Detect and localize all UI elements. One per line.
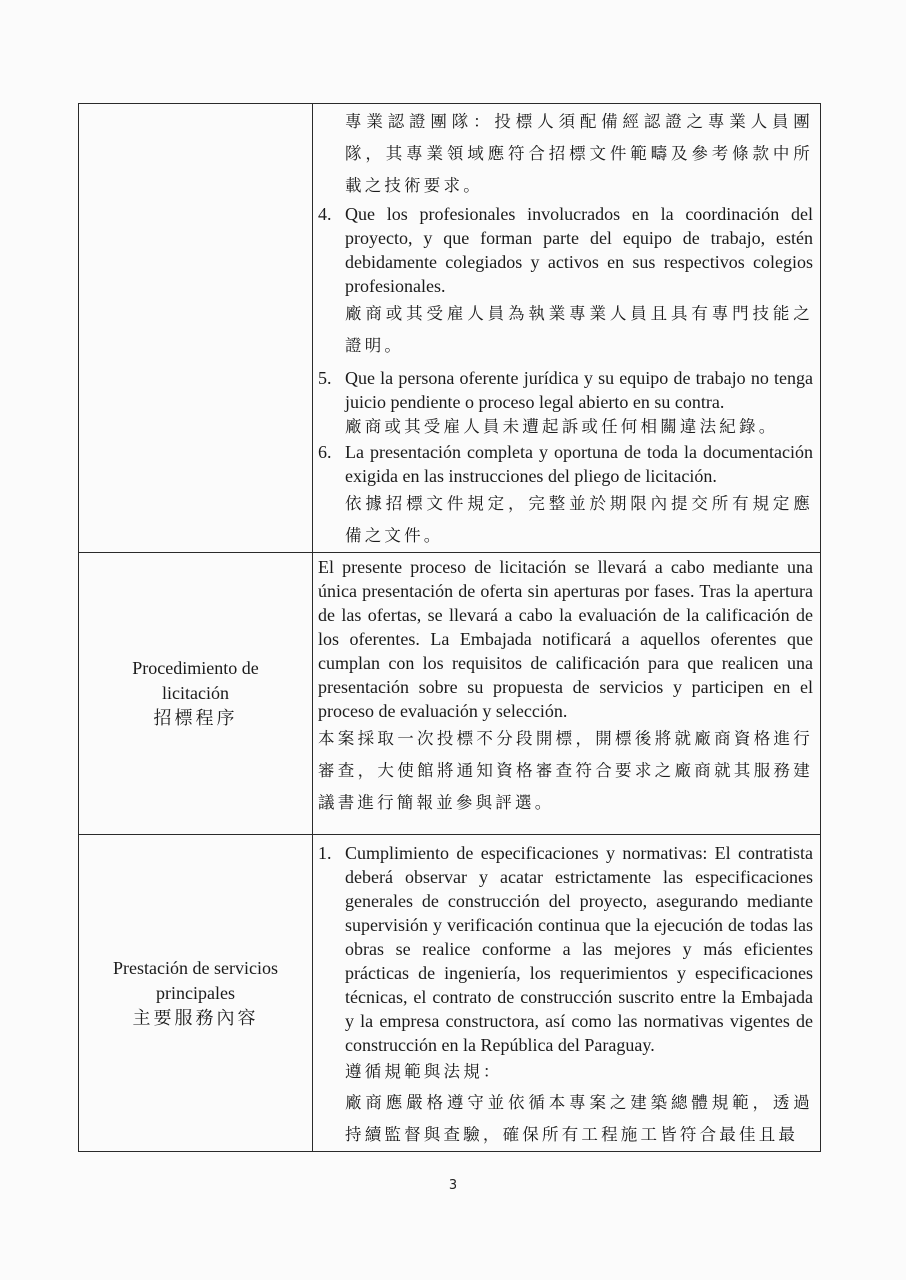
row-content-qualification	[313, 104, 821, 553]
table-row-bidding-procedure	[79, 553, 821, 835]
label-zh: 招標程序	[153, 708, 238, 728]
item-zh-text: 廠商或其受雇人員為執業專業人員且具有專門技能之證明。	[345, 304, 813, 355]
table-row-qualification-requirements	[79, 104, 821, 553]
item-3-zh-continuation: 專業認證團隊：投標人須配備經認證之專業人員團隊，其專業領域應符合招標文件範疇及參考條款中所載之技術要求。	[345, 112, 813, 195]
item-es-text: Que la persona oferente jurídica y su equipo de trabajo no tenga juicio pendiente o proceso legal abierto en su contra.	[345, 368, 813, 412]
page-number: 3	[448, 1178, 458, 1193]
item-es-text: Cumplimiento de especificaciones y normativas: El contratista deberá observar y acatar estrictamente las especificaciones generales de construcción del proyecto, asegurando mediante supervisión y verificación continua que la ejecución de todas las obras se realice conforme a las mejores y más eficientes prácticas de ingeniería, los requerimientos y especificaciones técnicas, el contrato de construcción suscrito entre la Embajada y la empresa constructora, así como las normativas vigentes de construcción en la República del Paraguay.	[345, 843, 813, 1055]
item-zh-text: 依據招標文件規定，完整並於期限內提交所有規定應備之文件。	[345, 494, 813, 545]
row-label-empty	[79, 104, 313, 553]
item-number: 5.	[318, 368, 332, 388]
label-es-line: licitación	[162, 683, 229, 703]
requirements-table	[78, 103, 821, 1152]
row-label-bidding-procedure	[79, 553, 313, 835]
row-content-main-services	[313, 835, 821, 1152]
label-es-line: principales	[156, 982, 235, 1003]
item-number: 1.	[318, 843, 332, 863]
item-zh-heading: 遵循規範與法規：	[345, 1062, 503, 1081]
list-item-1	[318, 841, 813, 1151]
label-es-line: Prestación de servicios	[113, 957, 278, 978]
row-label-main-services	[79, 835, 313, 1152]
item-zh-text: 廠商或其受雇人員未遭起訴或任何相關違法紀錄。	[345, 417, 779, 436]
table-row-main-services	[79, 835, 821, 1152]
procedure-es-text: El presente proceso de licitación se llevará a cabo mediante una única presentación de oferta sin aperturas por fases. Tras la apertura de las ofertas, se llevará a cabo la evaluación de la calificación de los oferentes. La Embajada notificará a aquellos oferentes que cumplan con los requisitos de calificación para que realicen una presentación sobre su propuesta de servicios y participen en el proceso de evaluación y selección.	[318, 557, 813, 721]
item-number: 6.	[318, 442, 332, 462]
row-content-bidding-procedure	[313, 553, 821, 835]
procedure-zh-text: 本案採取一次投標不分段開標，開標後將就廠商資格進行審查，大使館將通知資格審查符合要求之廠商就其服務建議書進行簡報並參與評選。	[318, 729, 813, 812]
list-item-4	[318, 202, 813, 362]
list-item-5	[318, 366, 813, 440]
item-es-text: La presentación completa y oportuna de toda la documentación exigida en las instrucciones del pliego de licitación.	[345, 442, 813, 486]
item-es-text: Que los profesionales involucrados en la coordinación del proyecto, y que forman parte del equipo de trabajo, estén debidamente colegiados y activos en sus respectivos colegios profesionales.	[345, 204, 813, 296]
item-number: 4.	[318, 204, 332, 224]
label-zh: 主要服務內容	[132, 1007, 259, 1028]
list-item-6	[318, 440, 813, 552]
item-zh-text: 廠商應嚴格遵守並依循本專案之建築總體規範，透過持續監督與查驗，確保所有工程施工皆符合最佳且最	[345, 1093, 813, 1144]
label-es-line: Procedimiento de	[132, 658, 259, 678]
